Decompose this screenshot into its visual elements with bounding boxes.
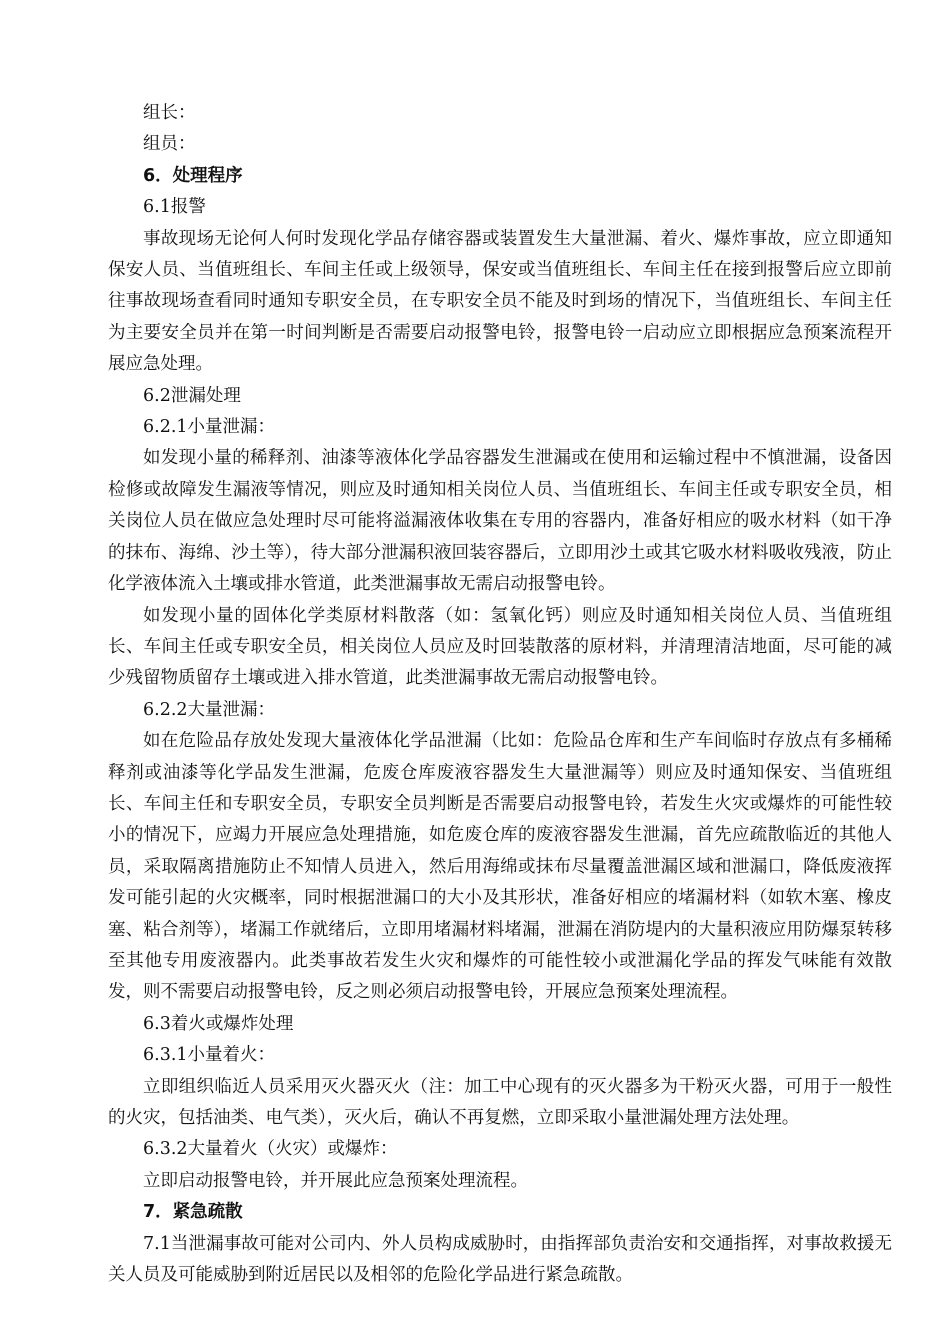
subsection-6-2-heading: 6.2泄漏处理: [143, 385, 241, 406]
subsection-6-3-2-heading: 6.3.2大量着火（火灾）或爆炸：: [143, 1139, 398, 1160]
subsection-6-1-paragraph: 事故现场无论何人何时发现化学品存储容器或装置发生大量泄漏、着火、爆炸事故，应立即通知保安人员、当值班组长、车间主任或上级领导，保安或当值班组长、车间主任在接到报警后应立即前往事故现场查看同时通知专职安全员，在专职安全员不能及时到场的情况下，当值班组长、车间主任为主要安全员并在第一时间判断是否需要启动报警电铃，报警电铃一启动应立即根据应急预案流程开展应急处理。: [108, 228, 892, 375]
document-body: [108, 98, 892, 1291]
subsection-6-2-2-paragraph: 如在危险品存放处发现大量液体化学品泄漏（比如：危险品仓库和生产车间临时存放点有多桶稀释剂或油漆等化学品发生泄漏，危废仓库废液容器发生大量泄漏等）则应及时通知保安、当值班组长、车间主任和专职安全员，专职安全员判断是否需要启动报警电铃，若发生火灾或爆炸的可能性较小的情况下，应竭力开展应急处理措施，如危废仓库的废液容器发生泄漏，首先应疏散临近的其他人员，采取隔离措施防止不知情人员进入，然后用海绵或抹布尽量覆盖泄漏区域和泄漏口，降低废液挥发可能引起的火灾概率，同时根据泄漏口的大小及其形状，准备好相应的堵漏材料（如软木塞、橡皮塞、粘合剂等），堵漏工作就绪后，立即用堵漏材料堵漏，泄漏在消防堤内的大量积液应用防爆泵转移至其他专用废液器内。此类事故若发生火灾和爆炸的可能性较小或泄漏化学品的挥发气味能有效散发，则不需要启动报警电铃，反之则必须启动报警电铃，开展应急预案处理流程。: [108, 731, 892, 1003]
subsection-6-3-heading: 6.3着火或爆炸处理: [143, 1013, 294, 1034]
subsection-6-2-1-paragraph-2: 如发现小量的固体化学类原材料散落（如：氢氧化钙）则应及时通知相关岗位人员、当值班组长、车间主任或专职安全员，相关岗位人员应及时回装散落的原材料，并清理清洁地面，尽可能的减少残留物质留存土壤或进入排水管道，此类泄漏事故无需启动报警电铃。: [108, 605, 892, 689]
section-6-heading: 6．处理程序: [143, 165, 243, 186]
subsection-6-3-1-heading: 6.3.1小量着火：: [143, 1045, 276, 1066]
subsection-6-2-1-heading: 6.2.1小量泄漏：: [143, 417, 276, 438]
subsection-6-1-heading: 6.1报警: [143, 197, 206, 218]
subsection-7-1-paragraph: 7.1当泄漏事故可能对公司内、外人员构成威胁时，由指挥部负责治安和交通指挥，对事故救援无关人员及可能威胁到附近居民以及相邻的危险化学品进行紧急疏散。: [108, 1233, 892, 1286]
subsection-6-2-2-heading: 6.2.2大量泄漏：: [143, 699, 276, 720]
section-7-heading: 7．紧急疏散: [143, 1202, 243, 1223]
subsection-6-3-1-paragraph: 立即组织临近人员采用灭火器灭火（注：加工中心现有的灭火器多为干粉灭火器，可用于一般性的火灾，包括油类、电气类），灭火后，确认不再复燃，立即采取小量泄漏处理方法处理。: [108, 1076, 892, 1128]
subsection-6-3-2-paragraph: 立即启动报警电铃，并开展此应急预案处理流程。: [143, 1170, 528, 1191]
leader-label: 组长：: [143, 103, 196, 123]
member-label: 组员：: [143, 134, 196, 155]
subsection-6-2-1-paragraph-1: 如发现小量的稀释剂、油漆等液体化学品容器发生泄漏或在使用和运输过程中不慎泄漏，设备因检修或故障发生漏液等情况，则应及时通知相关岗位人员、当值班组长、车间主任或专职安全员，相关岗位人员在做应急处理时尽可能将溢漏液体收集在专用的容器内，准备好相应的吸水材料（如干净的抹布、海绵、沙土等），待大部分泄漏积液回装容器后，立即用沙土或其它吸水材料吸收残液，防止化学液体流入土壤或排水管道，此类泄漏事故无需启动报警电铃。: [108, 448, 892, 595]
